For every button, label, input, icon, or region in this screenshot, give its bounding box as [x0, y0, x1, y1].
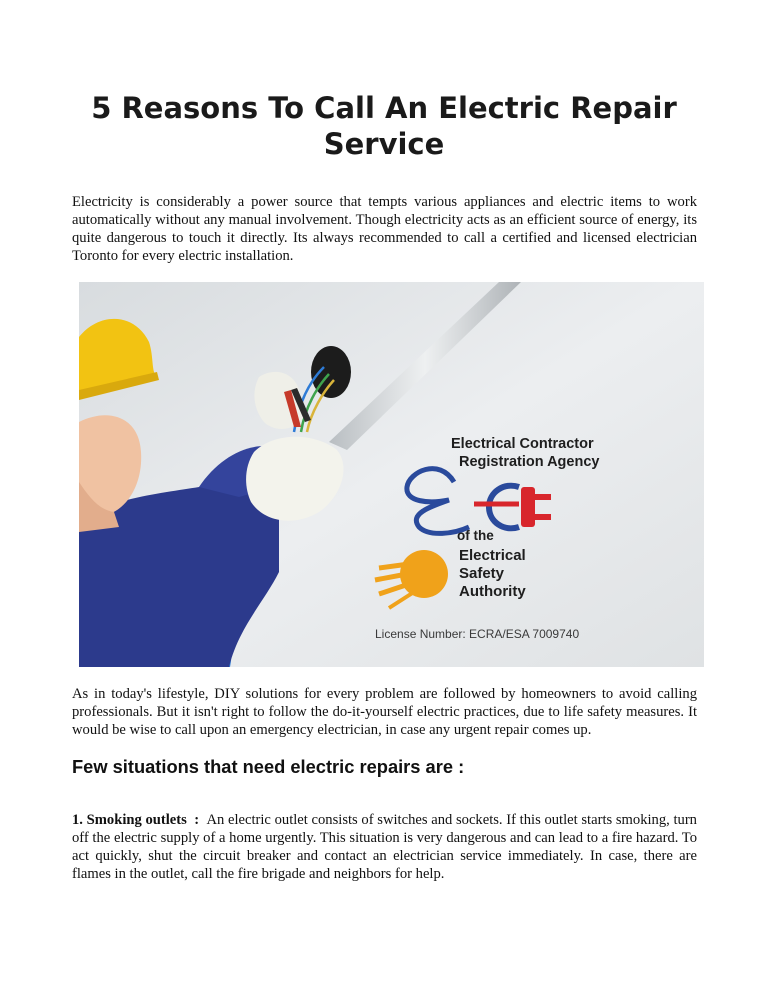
diy-paragraph: As in today's lifestyle, DIY solutions for every problem are followed by homeowners to avoid calling professionals. But it isn't right to follow the do-it-yourself electric practices, due to life safety measures. It would be wise to call upon an emergency electrician, in case any urgent repair comes up.	[72, 686, 697, 738]
list-item	[72, 811, 697, 883]
esa-sun-logo	[400, 550, 448, 598]
item-separator: :	[194, 812, 200, 828]
item-text: An electric outlet consists of switches and sockets. If this outlet starts smoking, turn off the electric supply of a home urgently. This situation is very dangerous and can lead to a fire hazard. To act quickly, shut the circuit breaker and contact an electrician service immediately. In case, there are flames in the outlet, call the fire brigade and neighbors for help.	[72, 812, 697, 882]
item-number: 1.	[72, 812, 83, 828]
intro-paragraph: Electricity is considerably a power source that tempts various appliances and electric items to work automatically without any manual involvement. Though electricity acts as an efficient source of energy, its quite dangerous to touch it directly. Its always recommended to call a certified and licensed electrician Toronto for every electric installation.	[72, 194, 697, 264]
license-number: License Number: ECRA/ESA 7009740	[375, 627, 580, 641]
esa-line1: Electrical	[459, 547, 526, 564]
of-the-text: of the	[457, 528, 494, 543]
item-label: Smoking outlets	[86, 812, 187, 828]
ecra-line2: Registration Agency	[459, 454, 600, 470]
ecra-line1: Electrical Contractor	[451, 436, 594, 452]
document-title: 5 Reasons To Call An Electric Repair Service	[91, 91, 677, 161]
electrician-photo	[79, 282, 704, 667]
section-heading: Few situations that need electric repairs are :	[72, 756, 465, 777]
plug-icon	[521, 487, 535, 527]
esa-line3: Authority	[459, 583, 526, 600]
esa-line2: Safety	[459, 565, 505, 582]
